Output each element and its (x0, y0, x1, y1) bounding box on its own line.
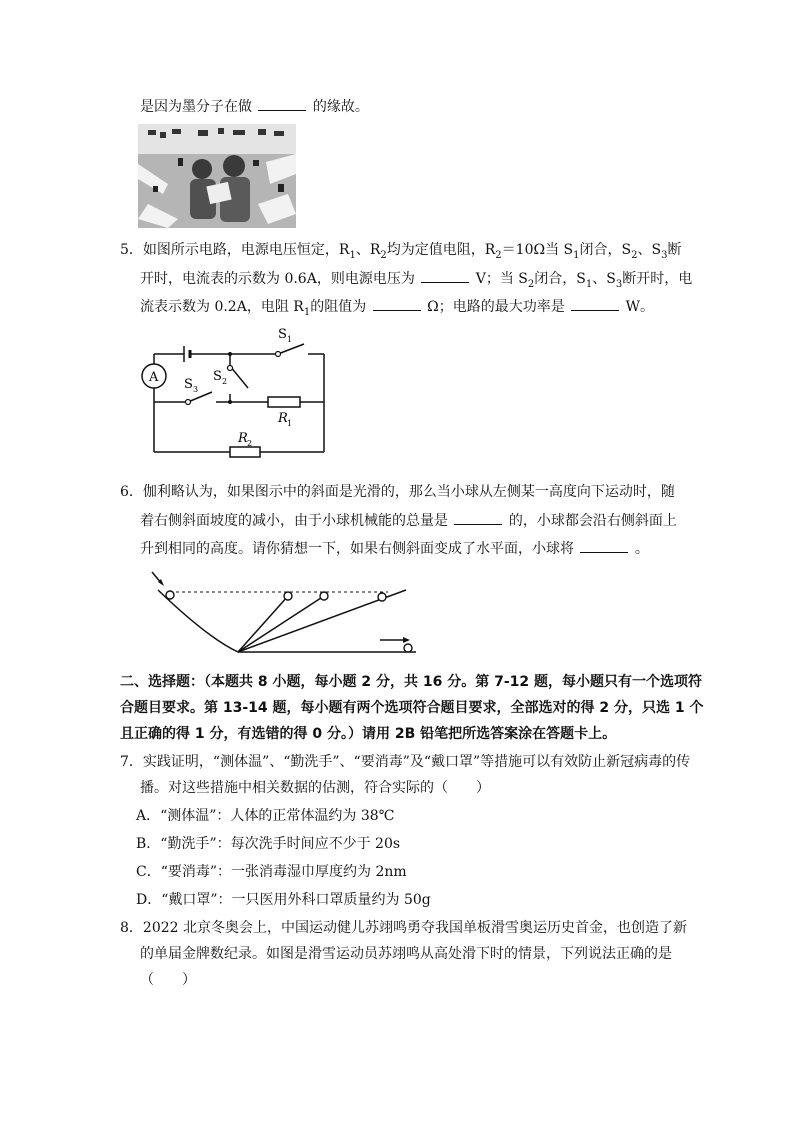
resistor-r1-label: R (278, 411, 288, 426)
q8-line-2: 的单届金牌数纪录。如图是滑雪运动员苏翊鸣从高处滑下时的情景，下列说法正确的是 (140, 946, 672, 962)
photo-illustration (138, 124, 296, 228)
q5-line-1: 5．如图所示电路，电源电压恒定，$R_1$、$R_2$均为定值电阻，$R_2=10\Omega$当 $S_1$闭合，$S_2$、$S_3$断 (120, 242, 682, 261)
answer-blank-power[interactable] (571, 296, 619, 311)
q7-option-b[interactable]: B．“勤洗手”：每次洗手时间应不少于 20s (136, 836, 401, 852)
q6-line-3: 升到相同的高度。请你猜想一下，如果右侧斜面变成了水平面，小球将 。 (140, 538, 649, 559)
q4-tail-line: 是因为墨分子在做 的缘故。 (140, 96, 369, 117)
section-2-line-1: 二、选择题：（本题共 8 小题，每小题 2 分，共 16 分。第 7-12 题，每小题只有一个选项符 (120, 674, 702, 690)
q7-line-1: 7．实践证明，“测体温”、“勤洗手”、“要消毒”及“戴口罩”等措施可以有效防止新冠病毒的传 (120, 754, 691, 770)
answer-blank-energy[interactable] (454, 510, 502, 525)
answer-blank[interactable] (258, 96, 306, 111)
resistor-r2-label: R (238, 431, 248, 446)
q6-line-2: 着右侧斜面坡度的减小，由于小球机械能的总量是 的，小球都会沿右侧斜面上 (140, 510, 677, 531)
astronauts-writing-photo (138, 124, 296, 228)
section-2-line-2: 合题目要求。第 13-14 题，每小题有两个选项符合题目要求，全部选对的得 2 分，只选 1 个 (120, 700, 704, 716)
q5-line-2: 开时，电流表的示数为 0.6A，则电源电压为 V；当 $S_2$闭合，$S_1$、$S_3$断开时，电 (140, 268, 692, 295)
q7-option-d[interactable]: D．“戴口罩”：一只医用外科口罩质量约为 50g (136, 892, 431, 908)
svg-text:1: 1 (287, 335, 293, 344)
incline-diagram (148, 568, 428, 660)
q8-line-3: （ ） (140, 972, 196, 988)
answer-blank-ball[interactable] (580, 538, 628, 553)
q8-line-1: 8．2022 北京冬奥会上，中国运动健儿苏翊鸣勇夺我国单板滑雪奥运历史首金，也创造了新 (120, 920, 687, 936)
q7-line-2: 播。对这些措施中相关数据的估测，符合实际的（ ） (140, 780, 490, 796)
switch-s1-label: S (278, 327, 287, 342)
q7-option-a[interactable]: A．“测体温”：人体的正常体温约为 38℃ (136, 808, 395, 824)
switch-s3-label: S (184, 377, 193, 392)
switch-s2-label: S (213, 369, 222, 384)
q6-line-1: 6．伽利略认为，如果图示中的斜面是光滑的，那么当小球从左侧某一高度向下运动时，随 (120, 484, 675, 500)
section-2-line-3: 且正确的得 1 分，有选错的得 0 分。）请用 2B 铅笔把所选答案涂在答题卡上。 (120, 726, 617, 742)
answer-blank-resistance[interactable] (373, 296, 421, 311)
q5-line-3: 流表示数为 0.2A，电阻 $R_1$的阻值为 Ω；电路的最大功率是 W。 (140, 296, 654, 323)
answer-blank-voltage[interactable] (421, 268, 469, 283)
svg-text:1: 1 (287, 419, 293, 428)
circuit-diagram (138, 322, 338, 466)
svg-text:2: 2 (247, 439, 253, 448)
q7-option-c[interactable]: C．“要消毒”：一张消毒湿巾厚度约为 2nm (136, 864, 407, 880)
svg-text:2: 2 (222, 377, 228, 386)
svg-text:3: 3 (193, 385, 199, 394)
ammeter-label: A (149, 370, 159, 385)
